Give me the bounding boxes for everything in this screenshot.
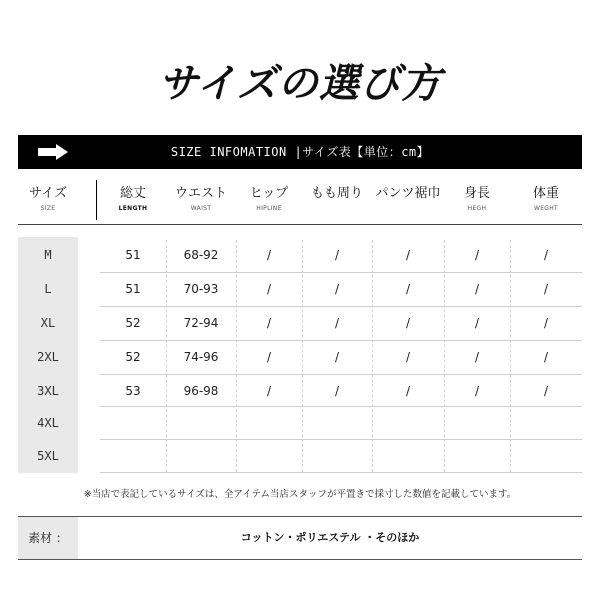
thigh-value: / [334, 384, 340, 398]
table-row [18, 406, 582, 440]
hem-value: / [405, 316, 411, 330]
table-row [18, 340, 582, 374]
thigh-value: / [334, 282, 340, 296]
height-value [444, 406, 510, 440]
length-value: 52 [125, 316, 141, 330]
banner-text: SIZE INFOMATION |サイズ表【単位：cm】 [170, 145, 430, 159]
waist-value [166, 439, 236, 473]
header-size: サイズ SIZE [29, 186, 67, 212]
header-weight: 体重 WEGHT [532, 186, 559, 212]
table-row [18, 439, 582, 473]
length-value [100, 406, 166, 440]
size-value: 4XL [37, 416, 59, 430]
weight-value: / [543, 316, 549, 330]
length-value: 51 [125, 282, 141, 296]
table-row [18, 238, 582, 272]
table-row [18, 272, 582, 306]
material-value: コットン・ポリエステル ・そのほか [240, 531, 420, 544]
hem-value: / [405, 350, 411, 364]
header-hip: ヒップ HIPLINE [249, 186, 289, 212]
table-row [18, 306, 582, 340]
measurement-note: ※当店で表記しているサイズは、全アイテム当店スタッフが平置きで採寸した数値を記載しています。 [83, 489, 517, 500]
header-waist: ウエスト WAIST [174, 186, 227, 212]
material-label: 素材 ： [18, 517, 78, 559]
thigh-value [302, 406, 372, 440]
thigh-value: / [334, 248, 340, 262]
weight-value: / [543, 350, 549, 364]
weight-value: / [543, 282, 549, 296]
hip-value: / [266, 350, 272, 364]
row-divider [100, 472, 582, 473]
height-value: / [474, 248, 480, 262]
hip-value: / [266, 384, 272, 398]
page-title: サイズの選び方 [158, 61, 442, 107]
hip-value: / [266, 248, 272, 262]
size-value: 5XL [37, 449, 59, 463]
height-value: / [474, 350, 480, 364]
hem-value [372, 406, 444, 440]
size-value: 3XL [37, 384, 59, 398]
size-info-banner [18, 135, 582, 169]
header-divider [96, 180, 97, 220]
hem-value: / [405, 248, 411, 262]
header-hem: パンツ裾巾 [375, 186, 441, 201]
header-height: 身長 HEGH [463, 186, 490, 212]
length-value [100, 439, 166, 473]
size-value: M [44, 248, 52, 262]
weight-value: / [543, 248, 549, 262]
weight-value: / [543, 384, 549, 398]
waist-value: 96-98 [183, 384, 219, 398]
size-value: XL [40, 316, 56, 330]
hem-value: / [405, 282, 411, 296]
length-value: 52 [125, 350, 141, 364]
waist-value: 68-92 [183, 248, 219, 262]
thigh-value [302, 439, 372, 473]
waist-value: 74-96 [183, 350, 219, 364]
thigh-value: / [334, 350, 340, 364]
height-value: / [474, 282, 480, 296]
weight-value [510, 439, 582, 473]
table-header [18, 176, 582, 225]
hip-value [236, 439, 302, 473]
length-value: 51 [125, 248, 141, 262]
size-value: L [44, 282, 52, 296]
table-row [18, 374, 582, 408]
waist-value: 72-94 [183, 316, 219, 330]
waist-value [166, 406, 236, 440]
weight-value [510, 406, 582, 440]
header-length: 総丈 LENGTH [118, 186, 148, 212]
waist-value: 70-93 [183, 282, 219, 296]
material-row [18, 516, 582, 560]
hip-value: / [266, 316, 272, 330]
thigh-value: / [334, 316, 340, 330]
hem-value [372, 439, 444, 473]
height-value: / [474, 316, 480, 330]
height-value: / [474, 384, 480, 398]
height-value [444, 439, 510, 473]
hem-value: / [405, 384, 411, 398]
size-value: 2XL [37, 350, 59, 364]
length-value: 53 [125, 384, 141, 398]
header-thigh: もも周り [310, 186, 363, 201]
hip-value: / [266, 282, 272, 296]
hip-value [236, 406, 302, 440]
